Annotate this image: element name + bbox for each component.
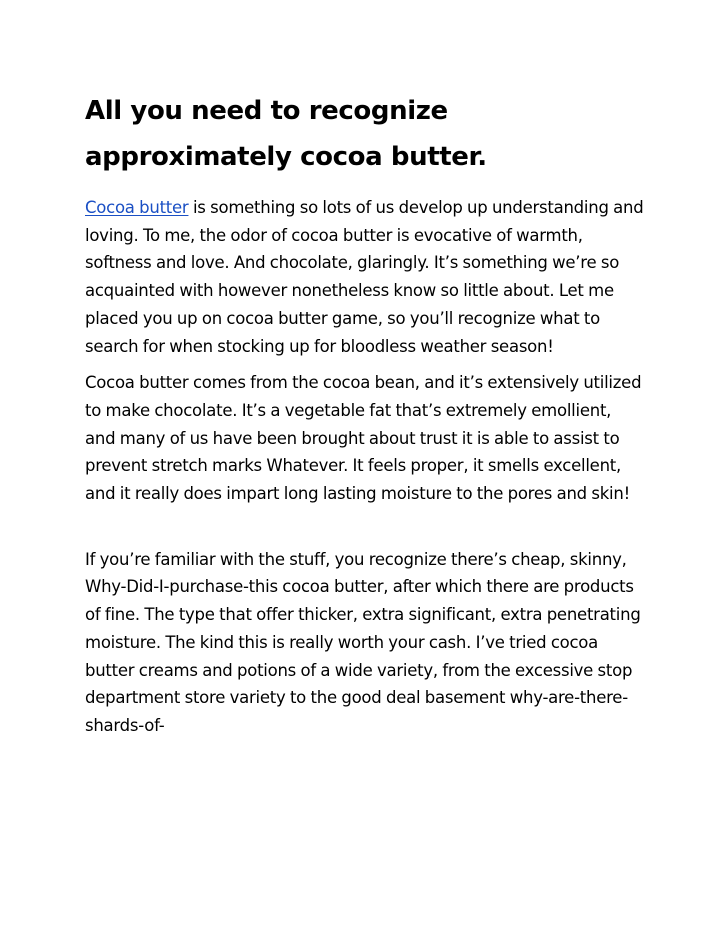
paragraph-3: If you’re familiar with the stuff, you recognize there’s cheap, skinny, Why-Did-I-purchase-this cocoa butter, after which there are products of fine. The type that offer thicker, extra significant, extra penetrating moisture. The kind this is really worth your cash. I’ve tried cocoa butter creams and potions of a wide variety, from the excessive stop department store variety to the good deal basement why-are-there-shards-of-	[85, 549, 641, 735]
document-page	[85, 88, 645, 749]
paragraph-1	[85, 194, 645, 360]
cocoa-butter-link[interactable]: Cocoa butter	[85, 198, 189, 217]
paragraph-2: Cocoa butter comes from the cocoa bean, and it’s extensively utilized to make chocolate. It’s a vegetable fat that’s extremely emollient, and many of us have been brought about trust it is able to assist to prevent stretch marks Whatever. It feels proper, it smells excellent, and it really does impart long lasting moisture to the pores and skin!	[85, 373, 642, 504]
document-title: All you need to recognize approximately cocoa butter.	[85, 96, 487, 172]
paragraph-1-text: is something so lots of us develop up understanding and loving. To me, the odor of cocoa butter is evocative of warmth, softness and love. And chocolate, glaringly. It’s something we’re so acquainted with however nonetheless know so little about. Let me placed you up on cocoa butter game, so you’ll recognize what to search for when stocking up for bloodless weather season!	[85, 198, 644, 356]
